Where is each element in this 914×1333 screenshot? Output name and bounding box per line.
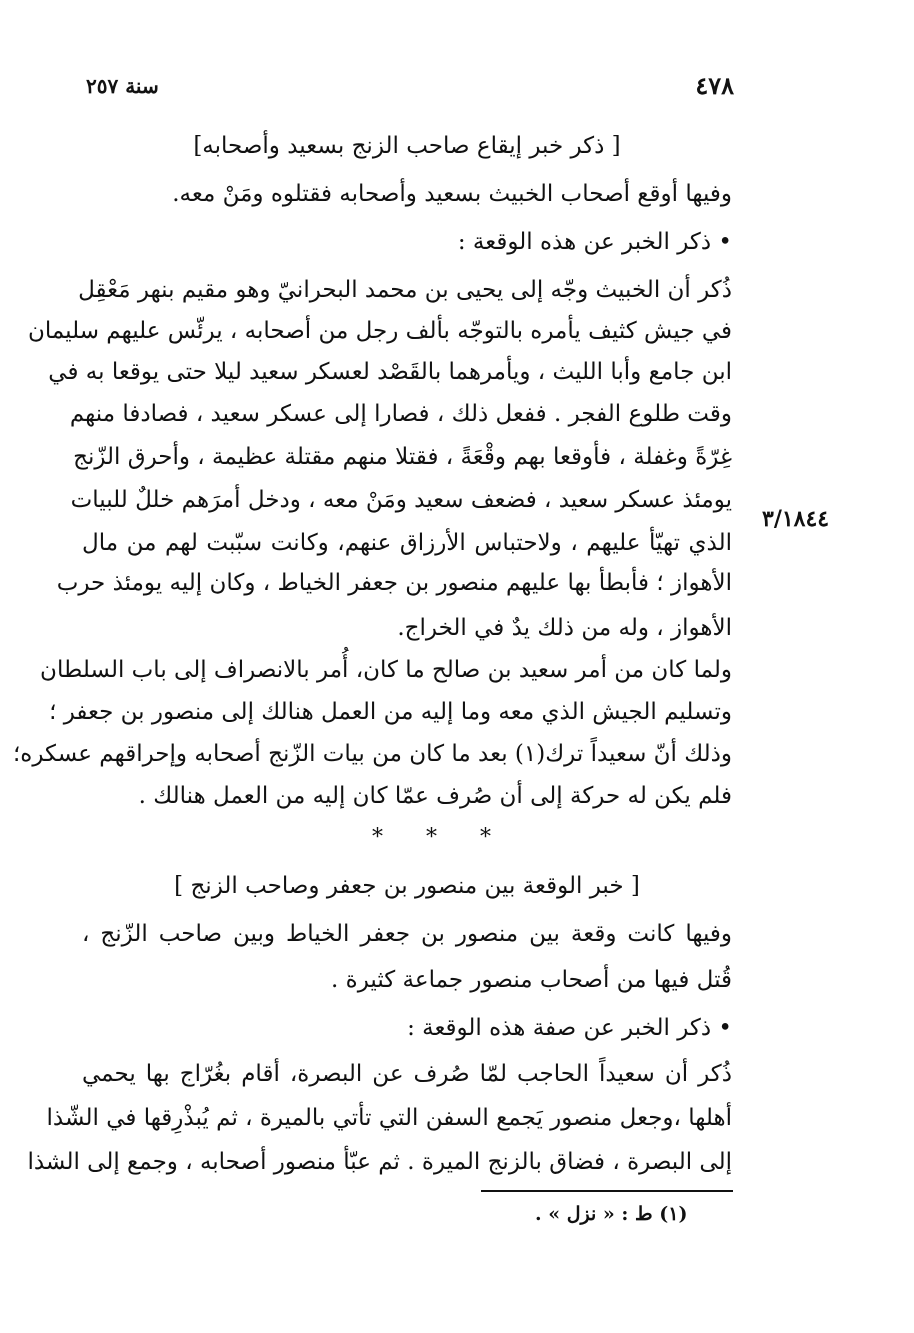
paragraph-line: ولما كان من أمر سعيد بن صالح ما كان، أُمر بالانصراف إلى باب السلطان xyxy=(40,657,732,683)
page-number: ٤٧٨ xyxy=(695,71,734,100)
margin-reference: ٣/١٨٤٤ xyxy=(762,506,830,532)
paragraph-line: وذلك أنّ سعيداً ترك(١) بعد ما كان من بيات الزّنج أصحابه وإحراقهم عسكره؛ xyxy=(13,741,732,767)
paragraph-line: وتسليم الجيش الذي معه وما إليه من العمل هنالك إلى منصور بن جعفر ؛ xyxy=(49,699,732,725)
section-title: [ ذكر خبر إيقاع صاحب الزنج بسعيد وأصحابه] xyxy=(193,133,621,159)
paragraph-line: غِرّةً وغفلة ، فأوقعا بهم وقْعَةً ، فقتلا منهم مقتلة عظيمة ، وأحرق الزّنج xyxy=(73,444,732,470)
paragraph-line: وقت طلوع الفجر . ففعل ذلك ، فصارا إلى عسكر سعيد ، فصادفا منهم xyxy=(69,401,732,427)
paragraph-line: الأهواز ، وله من ذلك يدٌ في الخراج. xyxy=(397,615,732,641)
paragraph-line: فلم يكن له حركة إلى أن صُرف عمّا كان إليه من العمل هنالك . xyxy=(138,783,732,809)
paragraph-line: في جيش كثيف يأمره بالتوجّه بألف رجل من أصحابه ، يرئّس عليهم سليمان xyxy=(27,318,732,344)
section-subheading: • ذكر الخبر عن هذه الوقعة : xyxy=(457,229,732,255)
section-title: [ خبر الوقعة بين منصور بن جعفر وصاحب الزنج ] xyxy=(174,873,640,899)
paragraph-line: أهلها ،وجعل منصور يَجمع السفن التي تأتي بالميرة ، ثم يُبذْرِقها في الشّذا xyxy=(46,1105,732,1131)
paragraph-line: الأهواز ؛ فأبطأ بها عليهم منصور بن جعفر الخياط ، وكان إليه يومئذ حرب xyxy=(56,570,732,596)
paragraph-line: يومئذ عسكر سعيد ، فضعف سعيد ومَنْ معه ، ودخل أمرَهم خللٌ للبيات xyxy=(70,487,732,513)
paragraph-line: إلى البصرة ، فضاق بالزنج الميرة . ثم عبّأ منصور أصحابه ، وجمع إلى الشذا xyxy=(27,1149,732,1175)
paragraph-line: ذُكر أن سعيداً الحاجب لمّا صُرف عن البصرة، أقام بغُرّاج بها يحمي xyxy=(82,1061,732,1087)
footnote-rule xyxy=(481,1190,733,1192)
section-subheading: • ذكر الخبر عن صفة هذه الوقعة : xyxy=(407,1015,732,1041)
paragraph-line: ذُكر أن الخبيث وجّه إلى يحيى بن محمد البحرانيّ وهو مقيم بنهر مَعْقِل xyxy=(78,277,732,303)
section-separator: * * * xyxy=(372,825,509,850)
footnote: (١) ط : « نزل » . xyxy=(535,1203,688,1225)
running-year: سنة ٢٥٧ xyxy=(86,74,159,98)
paragraph-line: وفيها كانت وقعة بين منصور بن جعفر الخياط وبين صاحب الزّنج ، xyxy=(82,921,732,947)
paragraph-line: الذي تهيّأ عليهم ، ولاحتباس الأرزاق عنهم، وكانت سبّبت لهم من مال xyxy=(82,530,732,556)
paragraph-line: ابن جامع وأبا الليث ، ويأمرهما بالقَصْد لعسكر سعيد ليلا حتى يوقعا به في xyxy=(48,359,732,385)
section-intro: وفيها أوقع أصحاب الخبيث بسعيد وأصحابه فقتلوه ومَنْ معه. xyxy=(172,181,732,207)
paragraph-line: قُتل فيها من أصحاب منصور جماعة كثيرة . xyxy=(331,967,732,993)
